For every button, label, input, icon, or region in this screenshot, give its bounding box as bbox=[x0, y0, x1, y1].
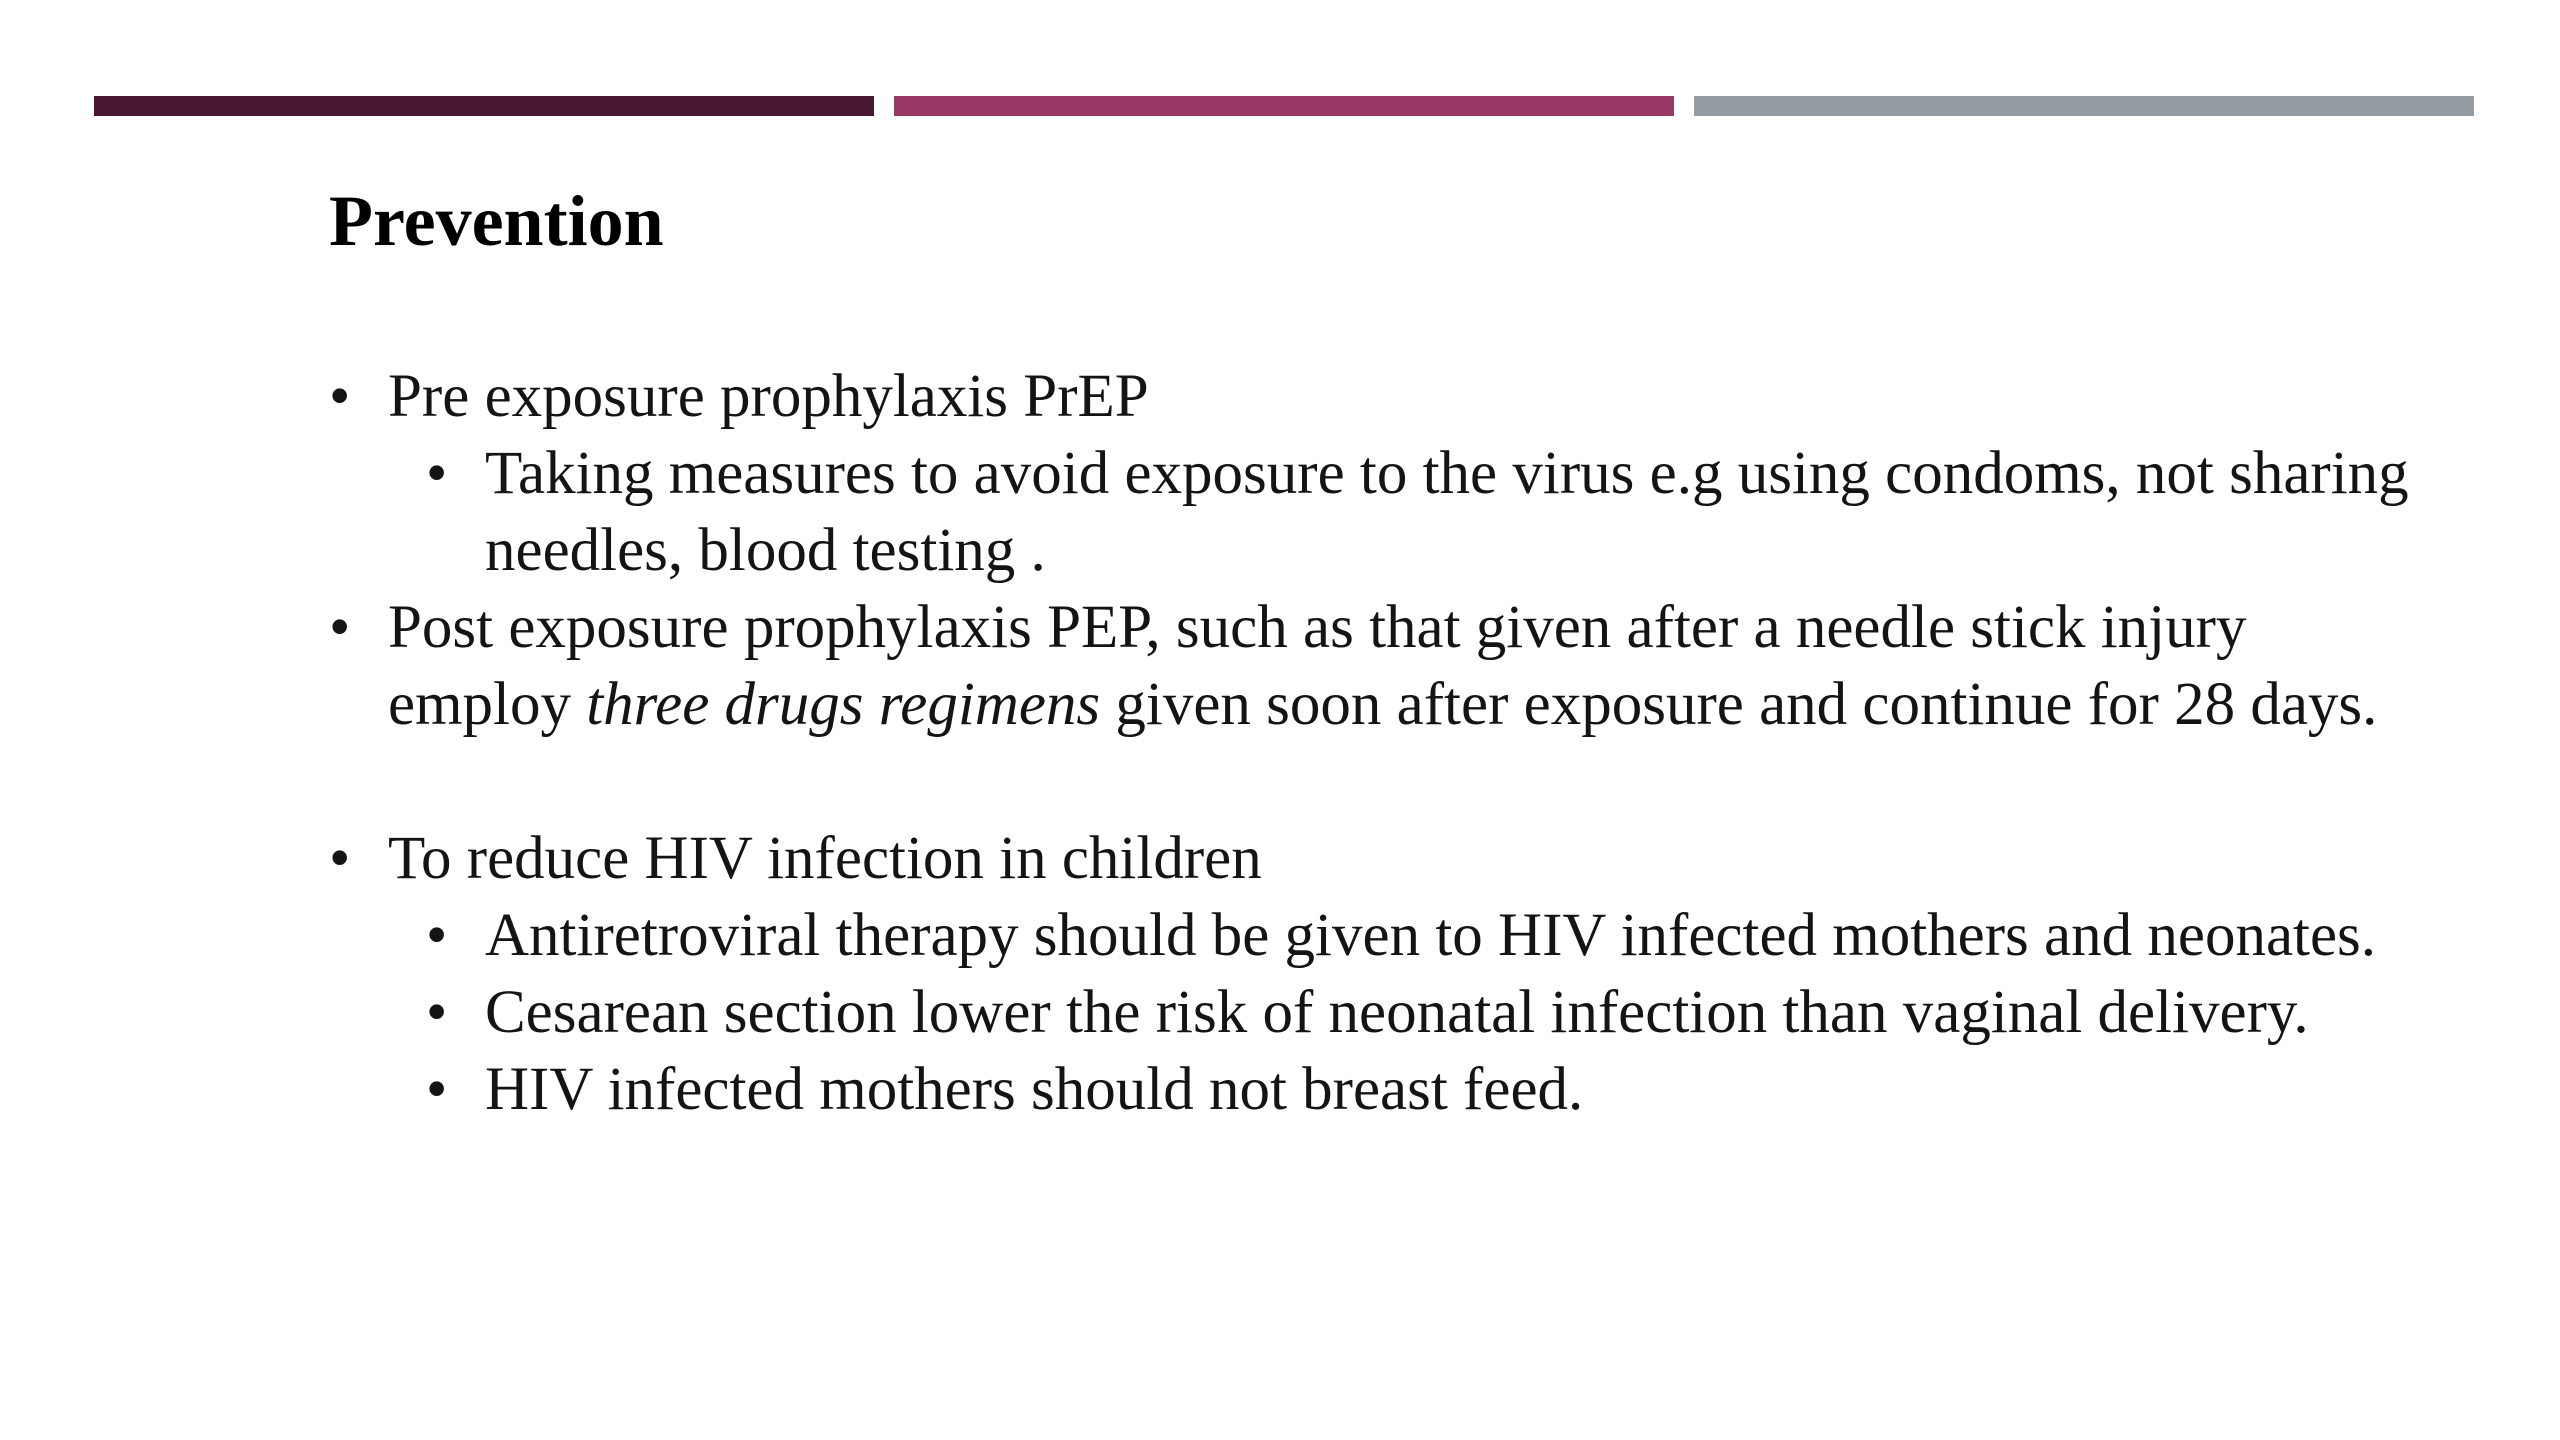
sub-bullet-item-breastfeed bbox=[426, 1051, 2439, 1128]
bullet-icon: • bbox=[426, 440, 448, 507]
bullet-icon: • bbox=[426, 1056, 448, 1123]
accent-bar-gray bbox=[1694, 96, 2474, 116]
bullet-text-part: given soon after exposure and continue for 28 days. bbox=[1100, 671, 2378, 738]
spacer bbox=[329, 743, 2439, 820]
bullet-text: Taking measures to avoid exposure to the virus e.g using condoms, not sharing needles, blood testing . bbox=[485, 440, 2409, 584]
bullet-text: HIV infected mothers should not breast feed. bbox=[485, 1056, 1584, 1123]
sub-bullet-item-antiretroviral bbox=[426, 897, 2439, 974]
bullet-text: Pre exposure prophylaxis PrEP bbox=[388, 363, 1149, 430]
accent-bar-dark bbox=[94, 96, 874, 116]
accent-bar-magenta bbox=[894, 96, 1674, 116]
bullet-icon: • bbox=[329, 594, 351, 661]
bullet-icon: • bbox=[426, 979, 448, 1046]
sub-bullet-item-measures bbox=[426, 435, 2439, 589]
bullet-icon: • bbox=[329, 363, 351, 430]
bullet-item-pep bbox=[329, 589, 2439, 743]
sub-bullet-item-cesarean bbox=[426, 974, 2439, 1051]
slide-title: Prevention bbox=[329, 181, 664, 261]
bullet-text: To reduce HIV infection in children bbox=[388, 825, 1262, 892]
bullet-icon: • bbox=[329, 825, 351, 892]
bullet-item-prep bbox=[329, 358, 2439, 435]
bullet-text: Antiretroviral therapy should be given to HIV infected mothers and neonates. bbox=[485, 902, 2377, 969]
bullet-text-emphasis: three drugs regimens bbox=[586, 671, 1101, 738]
bullet-icon: • bbox=[426, 902, 448, 969]
slide-body bbox=[329, 358, 2439, 1128]
bullet-text: Cesarean section lower the risk of neonatal infection than vaginal delivery. bbox=[485, 979, 2309, 1046]
bullet-item-children bbox=[329, 820, 2439, 897]
bullet-text-part: Post exposure prophylaxis PEP, such as that given after a needle stick injury employ bbox=[388, 594, 2247, 738]
